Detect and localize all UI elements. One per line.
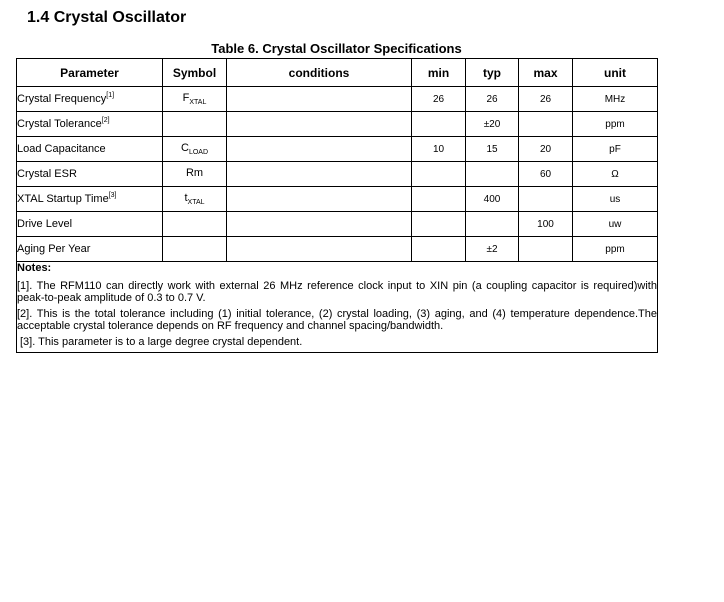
header-row <box>17 59 658 87</box>
max-cell: 60 <box>519 162 573 187</box>
parameter-name: Crystal ESR <box>17 168 77 180</box>
conditions-cell <box>227 212 412 237</box>
typ-cell: 15 <box>466 137 519 162</box>
parameter-name: Crystal Frequency <box>17 93 107 105</box>
table-row <box>17 137 658 162</box>
notes-row <box>17 262 658 353</box>
max-cell <box>519 237 573 262</box>
header-min: min <box>412 59 466 87</box>
symbol-main: C <box>180 141 189 154</box>
min-cell <box>412 237 466 262</box>
parameter-cell <box>17 212 163 237</box>
typ-cell: ±20 <box>466 112 519 137</box>
symbol-cell <box>163 87 227 112</box>
symbol-cell <box>163 112 227 137</box>
unit-cell: ppm <box>573 112 658 137</box>
max-cell: 100 <box>519 212 573 237</box>
min-cell <box>412 187 466 212</box>
notes-cell <box>17 262 658 353</box>
parameter-name: Drive Level <box>17 218 73 230</box>
parameter-cell <box>17 237 163 262</box>
typ-cell <box>466 162 519 187</box>
max-cell <box>519 187 573 212</box>
symbol-main: t <box>184 191 188 204</box>
parameter-name: XTAL Startup Time <box>17 193 109 205</box>
parameter-name: Load Capacitance <box>17 143 106 155</box>
parameter-cell <box>17 137 163 162</box>
conditions-cell <box>227 112 412 137</box>
symbol-sub: XTAL <box>187 199 205 207</box>
unit-cell: MHz <box>573 87 658 112</box>
symbol-sub: XTAL <box>189 99 207 107</box>
symbol-main: F <box>182 91 190 104</box>
section-title: 1.4 Crystal Oscillator <box>27 9 187 26</box>
note-item: [1]. The RFM110 can directly work with external 26 MHz reference clock input to XIN pin (a coupling capacitor is required)with peak-to-peak amplitude of 0.3 to 0.7 V. <box>17 280 657 304</box>
conditions-cell <box>227 137 412 162</box>
parameter-cell <box>17 162 163 187</box>
max-cell: 26 <box>519 87 573 112</box>
min-cell <box>412 112 466 137</box>
header-symbol: Symbol <box>163 59 227 87</box>
notes-title: Notes: <box>17 262 52 274</box>
symbol-cell <box>163 162 227 187</box>
header-max: max <box>519 59 573 87</box>
header-typ: typ <box>466 59 519 87</box>
symbol-cell <box>163 212 227 237</box>
typ-cell: 26 <box>466 87 519 112</box>
header-conditions: conditions <box>227 59 412 87</box>
min-cell <box>412 162 466 187</box>
min-cell: 26 <box>412 87 466 112</box>
parameter-cell <box>17 112 163 137</box>
min-cell <box>412 212 466 237</box>
parameter-ref: [1] <box>106 92 115 99</box>
table-row <box>17 87 658 112</box>
unit-cell: uw <box>573 212 658 237</box>
unit-cell: Ω <box>573 162 658 187</box>
typ-cell: 400 <box>466 187 519 212</box>
conditions-cell <box>227 162 412 187</box>
parameter-cell <box>17 87 163 112</box>
header-parameter: Parameter <box>17 59 163 87</box>
conditions-cell <box>227 187 412 212</box>
max-cell: 20 <box>519 137 573 162</box>
unit-cell: us <box>573 187 658 212</box>
table-caption: Table 6. Crystal Oscillator Specifications <box>211 41 462 56</box>
table-row <box>17 212 658 237</box>
parameter-ref: [2] <box>101 117 110 124</box>
note-item: [3]. This parameter is to a large degree crystal dependent. <box>20 336 303 348</box>
parameter-cell <box>17 187 163 212</box>
parameter-ref: [3] <box>108 192 117 199</box>
parameter-name: Crystal Tolerance <box>17 118 102 130</box>
table-row <box>17 187 658 212</box>
conditions-cell <box>227 237 412 262</box>
table-row <box>17 162 658 187</box>
spec-table <box>16 58 658 353</box>
symbol-main: Rm <box>185 166 204 179</box>
conditions-cell <box>227 87 412 112</box>
table-row <box>17 237 658 262</box>
note-item: [2]. This is the total tolerance including (1) initial tolerance, (2) crystal loading, (3) aging, and (4) temperature dependence.The acceptable crystal tolerance depends on RF frequency and channel spacing/bandwidth. <box>17 308 657 332</box>
max-cell <box>519 112 573 137</box>
symbol-cell <box>163 137 227 162</box>
unit-cell: pF <box>573 137 658 162</box>
parameter-name: Aging Per Year <box>17 243 91 255</box>
typ-cell: ±2 <box>466 237 519 262</box>
unit-cell: ppm <box>573 237 658 262</box>
min-cell: 10 <box>412 137 466 162</box>
table-row <box>17 112 658 137</box>
symbol-cell <box>163 237 227 262</box>
header-unit: unit <box>573 59 658 87</box>
symbol-sub: LOAD <box>188 149 208 157</box>
symbol-cell <box>163 187 227 212</box>
typ-cell <box>466 212 519 237</box>
